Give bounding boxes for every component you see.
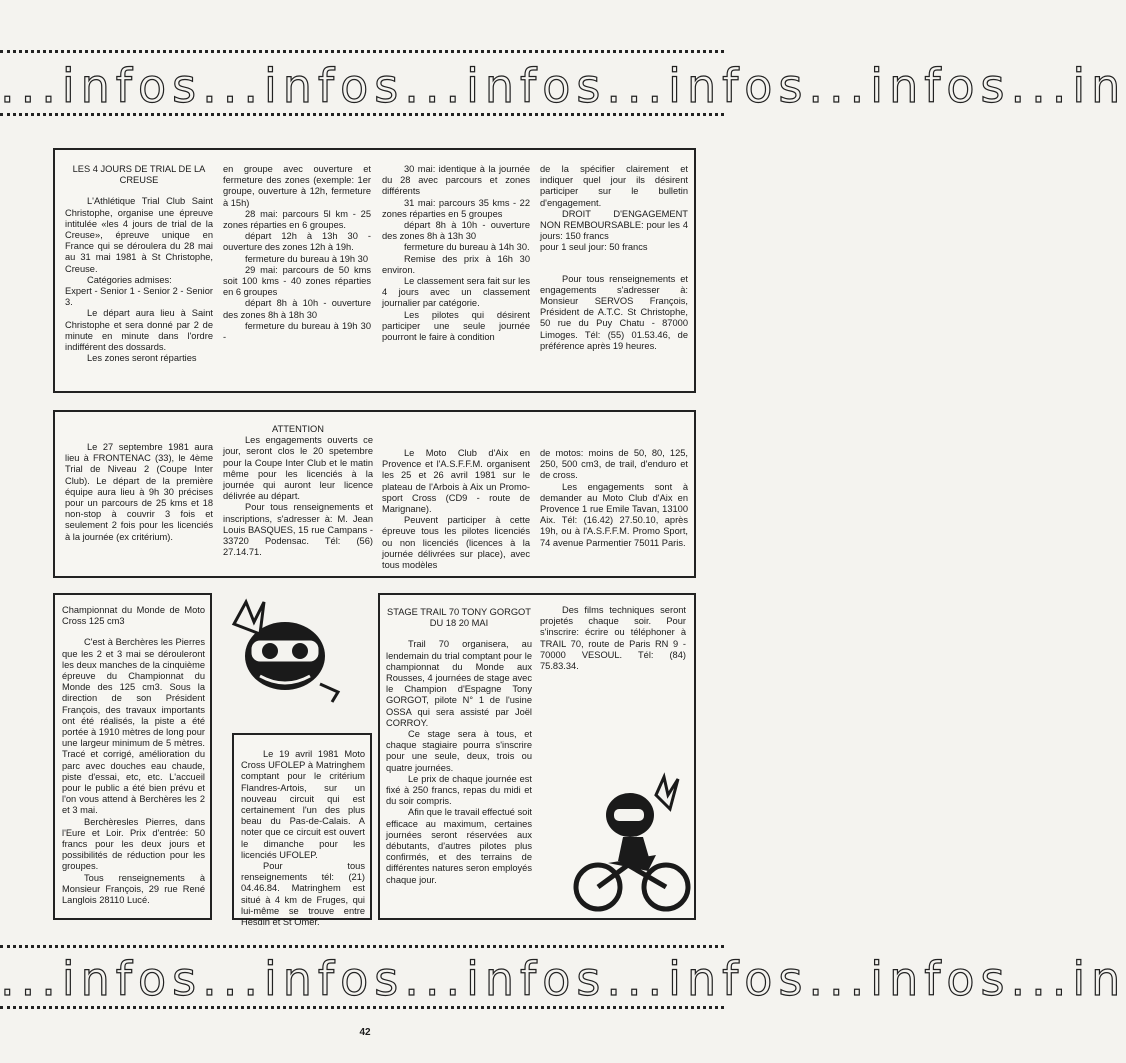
article-stage-text: Trail 70 organisera, au lendemain du trial comptant pour le championnat du Monde aux Rousses, 4 journées de stage avec le Champion d'Espagne Tony GORGOT, pilote N° 1 de l'usine OSSA qui sera assisté par Joël CORROY. [386, 639, 532, 728]
article-championnat-text: Tous renseignements à Monsieur François, 29 rue René Langlois 28110 Lucé. [62, 872, 205, 906]
article-frontenac-text: Les engagements ouverts ce jour, seront clos le 20 spetembre pour la Coupe Inter Club et le matin même pour les licenciés à la journée qui auront leur licence délivrée au départ. [223, 435, 373, 502]
article-frontenac-title: ATTENTION [272, 424, 324, 434]
article-creuse-text: 31 mai: parcours 35 kms - 22 zones réparties en 5 groupes [382, 197, 530, 219]
article-frontenac-col1 [65, 442, 213, 543]
banner-bottom-dots [0, 945, 724, 948]
article-creuse-text: DROIT D'ENGAGEMENT NON REMBOURSABLE: pour les 4 jours: 150 francs [540, 208, 688, 242]
article-creuse-box [53, 148, 696, 393]
article-creuse-text: de la spécifier clairement et indiquer quel jour ils désirent participer sur le bulletin d'engagement. [540, 164, 688, 208]
article-creuse-text: pour 1 seul jour: 50 francs [540, 242, 648, 253]
article-creuse-text: fermeture du bureau à 19h 30 [245, 253, 369, 264]
banner-top-text: ...infos...infos...infos...infos...infos...in [0, 59, 1126, 113]
article-creuse-text: Les pilotes qui désirent participer une seule journée pourront le faire à condition [382, 309, 530, 343]
article-creuse-text: en groupe avec ouverture et fermeture des zones (exemple: 1er groupe, ouverture à 12h, fermeture à 15h) [223, 164, 371, 208]
article-aix-text: de motos: moins de 50, 80, 125, 250, 500 cm3, de trail, d'enduro et de cross. [540, 448, 688, 481]
article-frontenac-text: Le 27 septembre 1981 aura lieu à FRONTENAC (33), le 4ème Trial de Niveau 2 (Coupe Inter Club). Le départ de la première équipe aura lieu à 9h 30 précises pour un parcours de 25 kms et 18 non-stop à couvrir 3 fois et seulement 2 fois pour les licenciés à la journée (ex critérium). [65, 442, 213, 542]
article-creuse-text: 28 mai: parcours 5l km - 25 zones réparties en 6 groupes. [223, 208, 371, 231]
article-stage-col2 [540, 605, 686, 672]
article-ufolep-text: Le 19 avril 1981 Moto Cross UFOLEP à Matringhem comptant pour le critérium Flandres-Artois, sur un nouveau circuit qui est certainement l'un des plus beau du Pas-de-Calais. A noter que ce circuit est ouvert le dimanche pour les licenciés UFOLEP. [241, 749, 365, 860]
article-creuse-text: fermeture du bureau à 19h 30 - [223, 320, 371, 343]
article-aix-text: Peuvent participer à cette épreuve tous les pilotes licenciés ou non licenciés (licences à la journée délivrées sur place), avec tous modèles [382, 515, 530, 571]
article-creuse-text: Catégories admises: [87, 274, 172, 285]
article-creuse-col3 [382, 164, 530, 343]
article-creuse-text: Pour tous renseignements et engagements s'adresser à: Monsieur SERVOS François, Président de A.T.C. St Christophe, 50 rue du Puy Chatu - 87000 Limoges. Tél: (55) 01.53.46, de préférence après 19 heures. [540, 273, 688, 351]
article-aix-col1 [382, 448, 530, 571]
article-stage-col1 [386, 607, 532, 886]
article-creuse-col4 [540, 164, 688, 352]
article-frontenac-text: Pour tous renseignements et inscriptions, s'adresser à: M. Jean Louis BASQUES, 15 rue Campans - 33720 Podensac. Tél: (56) 27.14.71. [223, 502, 373, 558]
article-ufolep-box [232, 733, 372, 928]
article-creuse-text: 30 mai: identique à la journée du 28 avec parcours et zones différents [382, 164, 530, 197]
article-aix-col2 [540, 448, 688, 549]
article-creuse-text: Expert - Senior 1 - Senior 2 - Senior 3. [65, 286, 213, 308]
article-aix-text: Les engagements sont à demander au Moto Club d'Aix en Provence 1 rue Emile Tavan, 13100 Aix. Tél: (16.42) 27.50.10, après 19h, ou à l'A.S.F.F.M. Promo Sport, 74 avenue Parmentier 75011 Paris. [540, 481, 688, 548]
article-creuse-text: Le classement sera fait sur les 4 jours avec un classement journalier par catégorie. [382, 276, 530, 309]
article-creuse-col1 [65, 164, 213, 364]
article-creuse-text: départ 8h à 10h - ouverture des zones 8h à 13h 30 [382, 220, 530, 242]
article-championnat-title: Championnat du Monde de Moto Cross 125 cm3 [62, 605, 205, 627]
article-creuse-text: Remise des prix à 16h 30 environ. [382, 253, 530, 275]
goggles-cartoon-illustration [220, 594, 360, 714]
article-creuse-text: Les zones seront réparties [87, 353, 197, 364]
banner-top-dots [0, 50, 724, 53]
article-creuse-text: départ 8h à 10h - ouverture des zones 8h à 18h 30 [223, 298, 371, 320]
article-frontenac-col2 [223, 424, 373, 558]
article-stage-text: Des films techniques seront projetés chaque soir. Pour s'inscrire: écrire ou téléphoner à TRAIL 70, route de Paris RN 9 - 70000 VESOUL. Tél: (84) 75.83.34. [540, 605, 686, 672]
article-stage-text: Afin que le travail effectué soit efficace au maximum, certaines journées seront réservées aux débutants, d'autres pilotes plus confirmés, et des terrains de différentes natures seron employés chaque jour. [386, 807, 532, 885]
article-creuse-title: LES 4 JOURS DE TRIAL DE LA CREUSE [72, 164, 206, 186]
article-stage-title: STAGE TRAIL 70 TONY GORGOT DU 18 20 MAI [387, 607, 531, 629]
article-championnat-col [62, 605, 205, 906]
article-frontenac-box [53, 410, 696, 578]
article-creuse-text: départ 12h à 13h 30 - ouverture des zones 12h à 19h. [223, 231, 371, 253]
motorcycle-rider-illustration [568, 775, 694, 917]
article-ufolep-col [241, 749, 365, 928]
article-championnat-box [53, 593, 212, 920]
article-stage-text: Ce stage sera à tous, et chaque stagiaire pourra s'inscrire pour une seule, deux, trois ou quatre journées. [386, 729, 532, 773]
article-ufolep-text: Pour tous renseignements tél: (21) 04.46.84. Matringhem est situé à 4 km de Fruges, qui lui-même se trouve entre Hesdin et St Omer. [241, 861, 365, 928]
article-creuse-text: 29 mai: parcours de 50 kms soit 100 kms - 40 zones réparties en 6 groupes [223, 264, 371, 298]
banner-bottom-dots-bottom [0, 1006, 724, 1009]
article-championnat-text: C'est à Berchères les Pierres que les 2 et 3 mai se dérouleront les deux manches de la cinquième épreuve du Championnat du Monde des 125 cm3. Sous la direction de son Président François, des travaux importants ont été réalisés, la piste a été portée à 1910 mètres de long pour une largeur minimum de 5 mètres. Tracé et corrigé, amélioration du parc avec douches eau chaude, piste d'essai, etc, etc. L'accueil pour le public a été bien prévu et l'on vous attend à Berchères les 2 et 3 mai. [62, 637, 205, 816]
article-stage-box [378, 593, 696, 920]
article-championnat-text: Berchèresles Pierres, dans l'Eure et Loir. Prix d'entrée: 50 francs pour les deux jours et possibilités de réduction pour les groupes. [62, 816, 205, 872]
article-creuse-text: L'Athlétique Trial Club Saint Christophe, organise une épreuve intitulée «les 4 jours de trial de la Creuse», épreuve unique en France qui se déroulera du 28 mai au 31 mai 1981 à St Christophe, Creuse. [65, 196, 213, 274]
article-creuse-text: fermeture du bureau à 14h 30. [404, 242, 530, 253]
article-creuse-text: Le départ aura lieu à Saint Christophe et sera donné par 2 de minute en minute dans l'ordre indifférent des dossards. [65, 308, 213, 353]
page-number: 42 [359, 1027, 371, 1038]
article-aix-text: Le Moto Club d'Aix en Provence et l'A.S.F.F.M. organisent les 25 et 26 avril 1981 sur le plateau de l'Arbois à Aix un Promo-sport Cross (CD9 - route de Marignane). [382, 448, 530, 515]
banner-bottom-text: ...infos...infos...infos...infos...infos...in [0, 952, 1126, 1006]
banner-top-dots-bottom [0, 113, 724, 116]
article-stage-text: Le prix de chaque journée est fixé à 250 francs, repas du midi et du soir compris. [386, 773, 532, 807]
article-creuse-col2 [223, 164, 371, 343]
